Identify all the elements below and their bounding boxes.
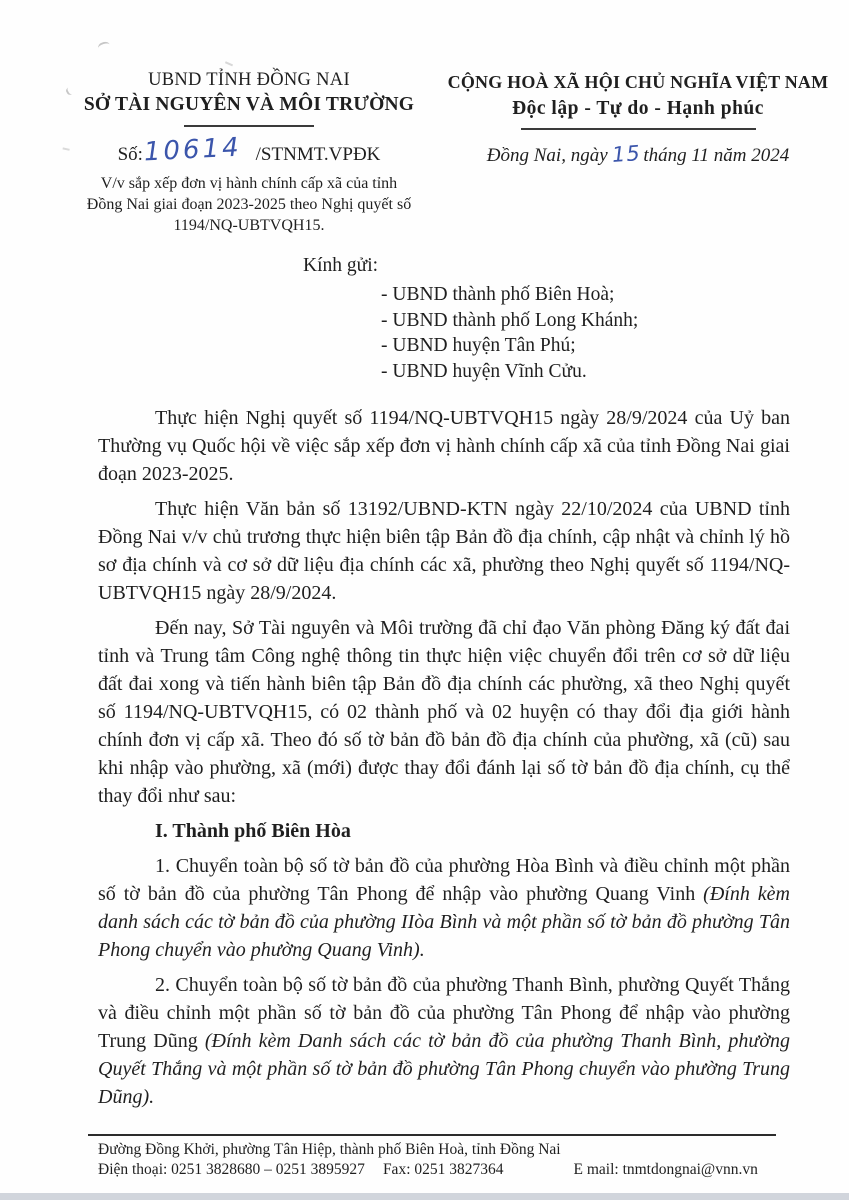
section-heading-bien-hoa: I. Thành phố Biên Hòa [155, 820, 351, 842]
body-paragraph-2: Thực hiện Văn bản số 13192/UBND-KTN ngày 22/10/2024 của UBND tỉnh Đồng Nai v/v chủ trương thực hiện biên tập Bản đồ địa chính, cập nhật và chỉnh lý hồ sơ địa chính và cơ sở dữ liệu địa chính các xã, phường theo Nghị quyết số 1194/NQ-UBTVQH15 ngày 28/9/2024. [98, 498, 790, 604]
footer-fax: Fax: 0251 3827364 [382, 1161, 504, 1178]
list-item-2-attachment-note: (Đính kèm Danh sách các tờ bản đồ của phường Thanh Bình, phường Quyết Thắng và một phần số tờ bản đồ phường Tân Phong chuyển vào phường Trung Dũng). [98, 1030, 790, 1108]
document-footer [88, 1134, 776, 1180]
footer-phone: Điện thoại: 0251 3828680 – 0251 3895927 [98, 1161, 365, 1178]
issuer-org-name: SỞ TÀI NGUYÊN VÀ MÔI TRƯỜNG [83, 94, 415, 115]
body-paragraph-3: Đến nay, Sở Tài nguyên và Môi trường đã chỉ đạo Văn phòng Đăng ký đất đai tỉnh và Trung tâm Công nghệ thông tin thực hiện việc chuyển đổi trên cơ sở dữ liệu đất đai xong và tiến hành biên tập Bản đồ địa chính các phường, xã theo Nghị quyết số 1194/NQ-UBTVQH15, có 02 thành phố và 02 huyện có thay đổi địa giới hành chính đơn vị cấp xã. Theo đó số tờ bản đồ bản đồ địa chính của phường, xã (cũ) sau khi nhập vào phường, xã (mới) được thay đổi đánh lại số tờ bản đồ địa chính, cụ thể thay đổi như sau: [98, 617, 790, 807]
date-day-handwritten: 15 [610, 141, 642, 167]
subject-line: V/v sắp xếp đơn vị hành chính cấp xã của tỉnh [100, 175, 398, 192]
footer-email: E mail: tnmtdongnai@vnn.vn [573, 1161, 758, 1178]
date-suffix: tháng 11 năm 2024 [643, 145, 790, 166]
recipient-item: - UBND thành phố Biên Hoà; [381, 284, 615, 305]
document-number-label: Số: [117, 144, 143, 165]
document-number-suffix: /STNMT.VPĐK [255, 144, 381, 165]
national-header-block [440, 72, 836, 167]
recipients-label: Kính gửi: [303, 255, 379, 276]
list-item-1-attachment-note: (Đính kèm danh sách các tờ bản đồ của phường IIòa Bình và một phần số tờ bản đồ phường Tân Phong chuyển vào phường Quang Vinh). [98, 883, 790, 961]
subject-line: Đồng Nai giai đoạn 2023-2025 theo Nghị quyết số [86, 196, 412, 213]
list-item-2-text: 2. Chuyển toàn bộ số tờ bản đồ của phường Thanh Bình, phường Quyết Thắng và điều chỉnh một phần số tờ bản đồ của phường Tân Phong để nhập vào phường Trung Dũng [98, 974, 790, 1052]
issuer-divider [184, 125, 314, 127]
document-body [98, 404, 790, 1118]
subject-line: 1194/NQ-UBTVQH15. [173, 217, 325, 234]
recipient-item: - UBND thành phố Long Khánh; [381, 309, 639, 331]
date-place-prefix: Đồng Nai, ngày [486, 145, 608, 166]
issuer-block [58, 70, 440, 236]
document-number-handwritten: 10614 [143, 132, 243, 168]
recipient-item: - UBND huyện Tân Phú; [381, 335, 576, 356]
scan-artifact [97, 40, 111, 52]
date-line [440, 142, 836, 167]
recipient-item: - UBND huyện Vĩnh Cửu. [381, 360, 587, 382]
national-motto: Độc lập - Tự do - Hạnh phúc [512, 98, 764, 119]
scan-artifact [225, 57, 235, 67]
list-item-2 [98, 971, 790, 1111]
scanner-edge-band [0, 1193, 849, 1200]
recipients-list [303, 282, 638, 384]
country-name: CỘNG HOÀ XÃ HỘI CHỦ NGHĨA VIỆT NAM [447, 72, 829, 92]
recipients-block [303, 255, 638, 384]
document-number-line [58, 132, 440, 168]
issuer-parent-org: UBND TỈNH ĐỒNG NAI [148, 70, 350, 90]
footer-contact-line [98, 1160, 776, 1180]
footer-address: Đường Đồng Khởi, phường Tân Hiệp, thành phố Biên Hoà, tỉnh Đồng Nai [98, 1141, 561, 1158]
body-paragraph-1: Thực hiện Nghị quyết số 1194/NQ-UBTVQH15 ngày 28/9/2024 của Uỷ ban Thường vụ Quốc hội về việc sắp xếp đơn vị hành chính cấp xã của tỉnh Đồng Nai giai đoạn 2023-2025. [98, 407, 790, 485]
motto-divider [521, 128, 756, 130]
list-item-1 [98, 852, 790, 964]
document-subject [58, 173, 440, 236]
footer-divider [88, 1134, 776, 1136]
list-item-1-text: 1. Chuyển toàn bộ số tờ bản đồ của phường Hòa Bình và điều chỉnh một phần số tờ bản đồ của phường Tân Phong để nhập vào phường Quang Vinh [98, 855, 790, 905]
